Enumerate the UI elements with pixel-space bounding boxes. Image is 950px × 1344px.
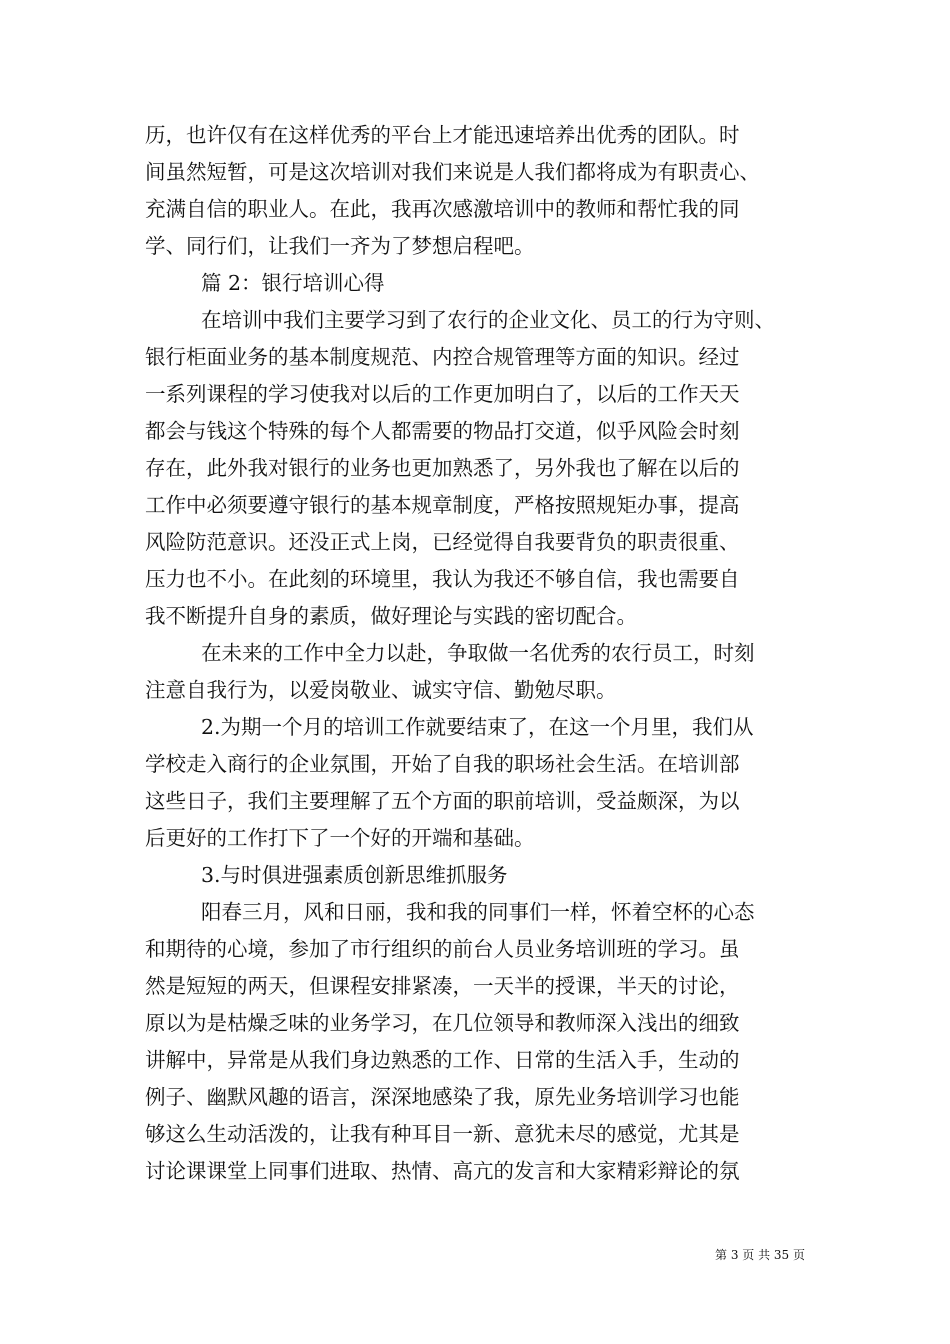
text-line: 这些日子，我们主要理解了五个方面的职前培训，受益颇深，为以 <box>145 789 740 813</box>
text-line: 原以为是枯燥乏味的业务学习，在几位领导和教师深入浅出的细致 <box>145 1011 740 1035</box>
text-line: 压力也不小。在此刻的环境里，我认为我还不够自信，我也需要自 <box>145 567 740 591</box>
text-line: 阳春三月，风和日丽，我和我的同事们一样，怀着空杯的心态 <box>201 900 755 924</box>
text-line: 讲解中，异常是从我们身边熟悉的工作、日常的生活入手，生动的 <box>145 1048 740 1072</box>
text-line: 充满自信的职业人。在此，我再次感激培训中的教师和帮忙我的同 <box>145 197 740 221</box>
body-text <box>145 117 815 1190</box>
page-number-footer: 第 3 页 共 35 页 <box>715 1248 805 1262</box>
text-line: 后更好的工作打下了一个好的开端和基础。 <box>145 826 535 850</box>
text-line: 然是短短的两天，但课程安排紧凑，一天半的授课，半天的讨论， <box>145 974 740 998</box>
text-line: 在未来的工作中全力以赴，争取做一名优秀的农行员工，时刻 <box>201 641 755 665</box>
text-line: 够这么生动活泼的，让我有种耳目一新、意犹未尽的感觉，尤其是 <box>145 1122 740 1146</box>
section-heading: 篇 2：银行培训心得 <box>201 271 385 295</box>
text-line: 和期待的心境，参加了市行组织的前台人员业务培训班的学习。虽 <box>145 937 740 961</box>
text-line: 一系列课程的学习使我对以后的工作更加明白了，以后的工作天天 <box>145 382 740 406</box>
text-line: 工作中必须要遵守银行的基本规章制度，严格按照规矩办事，提高 <box>145 493 740 517</box>
text-line: 我不断提升自身的素质，做好理论与实践的密切配合。 <box>145 604 637 628</box>
text-line: 在培训中我们主要学习到了农行的企业文化、员工的行为守则、 <box>201 308 775 332</box>
text-line: 例子、幽默风趣的语言，深深地感染了我，原先业务培训学习也能 <box>145 1085 740 1109</box>
text-line: 学校走入商行的企业氛围，开始了自我的职场社会生活。在培训部 <box>145 752 740 776</box>
text-line: 讨论课课堂上同事们进取、热情、高亢的发言和大家精彩辩论的氛 <box>145 1159 740 1183</box>
text-line: 都会与钱这个特殊的每个人都需要的物品打交道，似乎风险会时刻 <box>145 419 740 443</box>
section-heading: 3.与时俱进强素质创新思维抓服务 <box>201 863 508 887</box>
text-line: 银行柜面业务的基本制度规范、内控合规管理等方面的知识。经过 <box>145 345 740 369</box>
text-line: 历，也许仅有在这样优秀的平台上才能迅速培养出优秀的团队。时 <box>145 123 740 147</box>
text-line: 间虽然短暂，可是这次培训对我们来说是人我们都将成为有职责心、 <box>145 160 760 184</box>
text-line: 注意自我行为，以爱岗敬业、诚实守信、勤勉尽职。 <box>145 678 617 702</box>
text-line: 学、同行们，让我们一齐为了梦想启程吧。 <box>145 234 535 258</box>
text-line: 2.为期一个月的培训工作就要结束了，在这一个月里，我们从 <box>201 715 754 739</box>
text-line: 存在，此外我对银行的业务也更加熟悉了，另外我也了解在以后的 <box>145 456 740 480</box>
text-line: 风险防范意识。还没正式上岗，已经觉得自我要背负的职责很重、 <box>145 530 740 554</box>
